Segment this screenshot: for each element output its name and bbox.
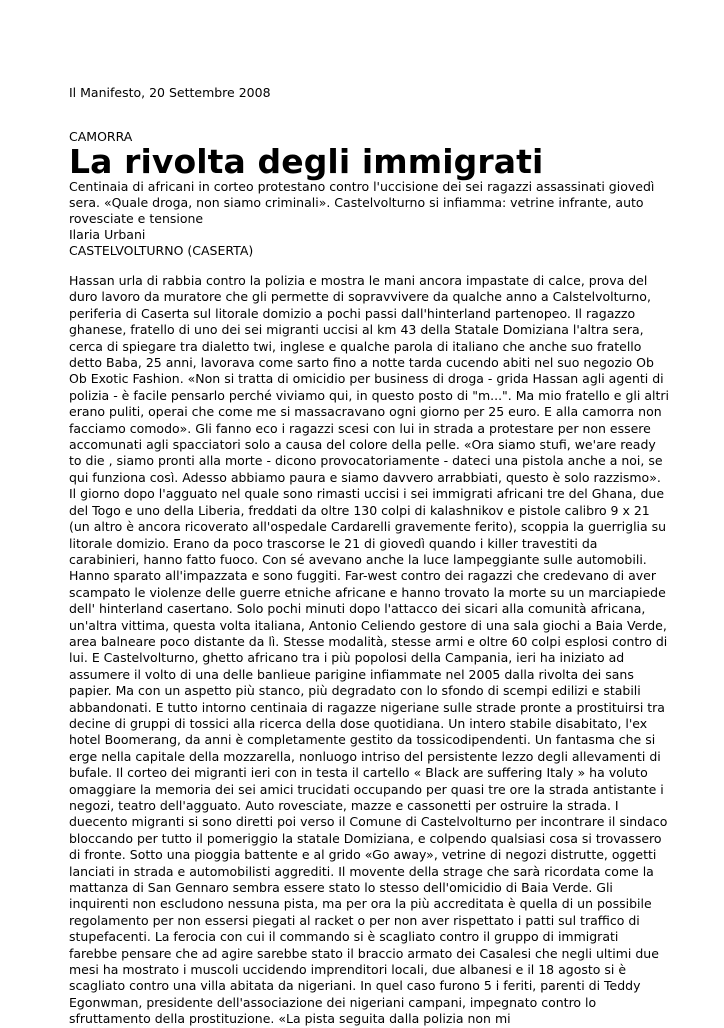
author: Ilaria Urbani [69, 227, 146, 242]
standfirst: Centinaia di africani in corteo protestano contro l'uccisione dei sei ragazzi assassinati giovedì sera. «Quale droga, non siamo criminali». Castelvolturno si infiamma: vetrine infrante, auto rovesciate e tensione [69, 179, 655, 226]
headline: La rivolta degli immigrati [69, 142, 544, 181]
dateline: CASTELVOLTURNO (CASERTA) [69, 243, 254, 258]
source-line: Il Manifesto, 20 Settembre 2008 [69, 85, 271, 100]
article-body: Hassan urla di rabbia contro la polizia e mostra le mani ancora impastate di calce, prova del duro lavoro da muratore che gli permette di sopravvivere da qualche anno a Calstelvolturno, periferia di Caserta sul litorale domizio a pochi passi dall'hinterland partenopeo. Il ragazzo ghanese, fratello di uno dei sei migranti uccisi al km 43 della Statale Domiziana l'altra sera, cerca di spiegare tra dialetto twi, inglese e qualche parola di italiano che anche suo fratello detto Baba, 25 anni, lavorava come sarto fino a notte tarda cucendo abiti nel suo negozio Ob Ob Exotic Fashion. «Non si tratta di omicidio per business di droga - grida Hassan agli agenti di polizia - è facile pensarlo perché viviamo qui, in questo posto di "m...". Ma mio fratello e gli altri erano puliti, operai che come me si massacravano ogni giorno per 25 euro. E alla camorra non facciamo comodo». Gli fanno eco i ragazzi scesi con lui in strada a protestare per non essere accomunati agli spacciatori solo a causa del colore della pelle. «Ora siamo stufi, we'are ready to die , siamo pronti alla morte - dicono provocatoriamente - dateci una pistola anche a noi, se qui funziona così. Adesso abbiamo paura e siamo davvero arrabbiati, questo è solo razzismo». Il giorno dopo l'agguato nel quale sono rimasti uccisi i sei immigrati africani tre del Ghana, due del Togo e uno della Liberia, freddati da oltre 130 colpi di kalashnikov e pistole calibro 9 x 21 (un altro è ancora ricoverato all'ospedale Cardarelli gravemente ferito), scoppia la guerriglia su litorale domizio. Erano da poco trascorse le 21 di giovedì quando i killer travestiti da carabinieri, hanno fatto fuoco. Con sé avevano anche la luce lampeggiante sulle automobili. Hanno sparato all'impazzata e sono fuggiti. Far-west contro dei ragazzi che credevano di aver scampato le violenze delle guerre etniche africane e hanno trovato la morte su un marciapiede dell' hinterland casertano. Solo pochi minuti dopo l'attacco dei sicari alla comunità africana, un'altra vittima, questa volta italiana, Antonio Celiendo gestore di una sala giochi a Baia Verde, area balneare poco distante da lì. Stesse modalità, stesse armi e oltre 60 colpi esplosi contro di lui. E Castelvolturno, ghetto africano tra i più popolosi della Campania, ieri ha iniziato ad assumere il volto di una delle banlieue parigine infiammate nel 2005 dalla rivolta dei sans papier. Ma con un aspetto più stanco, più degradato con lo sfondo di scempi edilizi e stabili abbandonati. E tutto intorno centinaia di ragazze nigeriane sulle strade pronte a prostituirsi tra decine di gruppi di tossici alla ricerca della dose quotidiana. Un intero stabile disabitato, l'ex hotel Boomerang, da anni è completamente gestito da tossicodipendenti. Un fantasma che si erge nella capitale della mozzarella, nonluogo intriso del persistente lezzo degli allevamenti di bufale. Il corteo dei migranti ieri con in testa il cartello « Black are suffering Italy » ha voluto omaggiare la memoria dei sei amici trucidati occupando per quasi tre ore la strada antistante i negozi, teatro dell'agguato. Auto rovesciate, mazze e cassonetti per ostruire la strada. I duecento migranti si sono diretti poi verso il Comune di Castelvolturno per incontrare il sindaco bloccando per tutto il pomeriggio la statale Domiziana, e colpendo qualsiasi cosa si trovassero di fronte. Sotto una pioggia battente e al grido «Go away», vetrine di negozi distrutte, oggetti lanciati in strada e automobilisti aggrediti. Il movente della strage che sarà ricordata come la mattanza di San Gennaro sembra essere stato lo stesso dell'omicidio di Baia Verde. Gli inquirenti non escludono nessuna pista, ma per ora la più accreditata è quella di un possibile regolamento per non essersi piegati al racket o per non aver rispettato i patti sul traffico di stupefacenti. La ferocia con cui il commando si è scagliato contro il gruppo di immigrati farebbe pensare che ad agire sarebbe stato il braccio armato dei Casalesi che negli ultimi due mesi ha mostrato i muscoli uccidendo imprenditori locali, due albanesi e il 18 agosto si è scagliato contro una villa abitata da nigeriani. In quel caso furono 5 i feriti, parenti di Teddy Egonwman, presidente dell'associazione dei nigeriani campani, impegnato contro lo sfruttamento della prostituzione. «La pista seguita dalla polizia non mi [69, 273, 669, 1027]
document-page [69, 85, 669, 1028]
section-label: CAMORRA [69, 129, 133, 144]
